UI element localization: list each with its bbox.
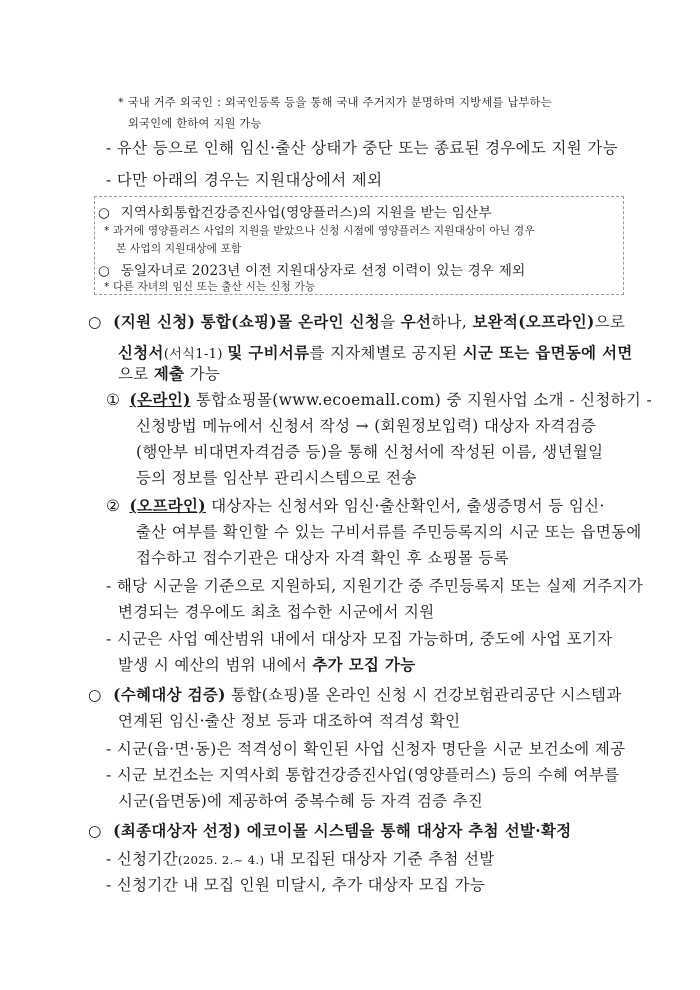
text: 하나, — [431, 313, 473, 331]
verification-bullet-2-cont: 시군(읍면동)에 제공하여 중복수혜 등 자격 검증 추진 — [118, 792, 484, 810]
priority-emph: 우선 — [400, 313, 432, 331]
text: - 신청기간 — [106, 850, 178, 868]
additional-recruit-emph: 추가 모집 가능 — [312, 656, 416, 674]
verification-bullet-1: - 시군(읍·면·동)은 적격성이 확인된 사업 신청자 명단을 시군 보건소에 제공 — [106, 740, 626, 758]
circle-bullet-icon: ○ — [88, 313, 102, 331]
text: 내 모집된 대상자 기준 추첨 선발 — [264, 850, 495, 868]
offline-line-2: 출산 여부를 확인할 수 있는 구비서류를 주민등록지의 시군 또는 읍면동에 — [136, 523, 642, 541]
verification-line-1: 통합(쇼핑)몰 온라인 신청 시 건강보험관리공단 시스템과 — [225, 686, 622, 704]
residence-bullet-cont: 변경되는 경우에도 최초 접수한 시군에서 지원 — [118, 603, 435, 621]
form-emph: 신청서 — [118, 344, 164, 362]
final-selection-bullet-1 — [106, 847, 495, 869]
text: 으로 — [118, 365, 154, 383]
miscarriage-bullet: - 유산 등으로 인해 임신·출산 상태가 중단 또는 종료된 경우에도 지원 가능 — [106, 139, 618, 157]
text: 가능 — [184, 365, 221, 383]
exclusion-item-2-note: * 다른 자녀의 임신 또는 출산 시는 신청 가능 — [104, 281, 316, 293]
application-line-2 — [118, 341, 633, 363]
exclusion-item-1-note: * 과거에 영양플러스 사업의 지원을 받았으나 신청 시점에 영양플러스 지원대상이 아닌 경우 — [104, 225, 535, 237]
residence-bullet: - 해당 시군을 기준으로 지원하되, 지원기간 중 주민등록지 또는 실제 거주지가 — [106, 577, 644, 595]
online-line-4: 등의 정보를 임산부 관리시스템으로 전송 — [136, 469, 417, 487]
verification-title: (수혜대상 검증) — [113, 686, 226, 704]
offline-line-3: 접수하고 접수기관은 대상자 자격 확인 후 쇼핑몰 등록 — [136, 549, 509, 567]
final-selection-heading — [88, 819, 572, 841]
submit-emph: 제출 — [153, 365, 185, 383]
offline-emph: 보완적(오프라인) — [472, 313, 595, 331]
final-selection-bullet-2: - 신청기간 내 모집 인원 미달시, 추가 대상자 모집 가능 — [106, 876, 486, 894]
verification-line-2: 연계된 임신·출산 정보 등과 대조하여 적격성 확인 — [118, 712, 461, 730]
office-emph: 시군 또는 읍면동에 서면 — [462, 344, 633, 362]
circle-bullet-icon: ○ — [98, 205, 111, 221]
docs-emph: 및 구비서류 — [227, 344, 310, 362]
final-selection-title: (최종대상자 선정) 에코이몰 시스템을 통해 대상자 추첨 선발·확정 — [113, 822, 572, 840]
number-2-icon: ② — [106, 497, 121, 515]
exclusion-item-2-text: 동일자녀로 2023년 이전 지원대상자로 선정 이력이 있는 경우 제외 — [120, 263, 526, 279]
online-line-1: 통합쇼핑몰(www.ecoemall.com) 중 지원사업 소개 - 신청하기 - — [190, 391, 653, 409]
offline-method — [106, 494, 605, 516]
exclusion-item-1-text: 지역사회통합건강증진사업(영양플러스)의 지원을 받는 임산부 — [120, 205, 492, 221]
verification-bullet-2: - 시군 보건소는 지역사회 통합건강증진사업(영양플러스) 등의 수혜 여부를 — [106, 766, 620, 784]
budget-bullet-cont — [118, 653, 416, 675]
text: 발생 시 예산의 범위 내에서 — [118, 656, 313, 674]
application-title: (지원 신청) — [113, 313, 196, 331]
online-line-2: 신청방법 메뉴에서 신청서 작성 → (회원정보입력) 대상자 자격검증 — [136, 417, 597, 435]
online-method — [106, 388, 652, 410]
online-line-3: (행안부 비대면자격검증 등)을 통해 신청서에 작성된 이름, 생년월일 — [136, 443, 604, 461]
foreign-resident-note: * 국내 거주 외국인 : 외국인등록 등을 통해 국내 주거지가 분명하며 지방세를 납부하는 — [118, 96, 552, 109]
exclusion-bullet: - 다만 아래의 경우는 지원대상에서 제외 — [106, 171, 383, 189]
text: 을 — [380, 313, 401, 331]
period: (2025. 2.~ 4.) — [177, 853, 265, 867]
budget-bullet: - 시군은 사업 예산범위 내에서 대상자 모집 가능하며, 중도에 사업 포기자 — [106, 630, 613, 648]
number-1-icon: ① — [106, 391, 121, 409]
text: 를 지자체별로 공지된 — [309, 344, 463, 362]
circle-bullet-icon: ○ — [88, 822, 102, 840]
online-application-emph: 통합(쇼핑)몰 온라인 신청 — [200, 313, 381, 331]
foreign-resident-note-cont: 외국인에 한하여 지원 가능 — [128, 117, 262, 130]
exclusion-item-2 — [98, 259, 525, 279]
form-ref: (서식1-1) — [163, 347, 228, 362]
offline-line-1: 대상자는 신청서와 임신·출산확인서, 출생증명서 등 임신· — [205, 497, 605, 515]
circle-bullet-icon: ○ — [88, 686, 102, 704]
online-label: (온라인) — [129, 391, 191, 409]
text: 으로 — [594, 313, 626, 331]
offline-label: (오프라인) — [129, 497, 206, 515]
verification-heading — [88, 683, 622, 705]
application-heading — [88, 310, 625, 332]
circle-bullet-icon: ○ — [98, 263, 111, 279]
application-line-3 — [118, 362, 220, 384]
exclusion-item-1 — [98, 201, 492, 221]
exclusion-item-1-note-cont: 본 사업의 지원대상에 포함 — [116, 243, 242, 255]
